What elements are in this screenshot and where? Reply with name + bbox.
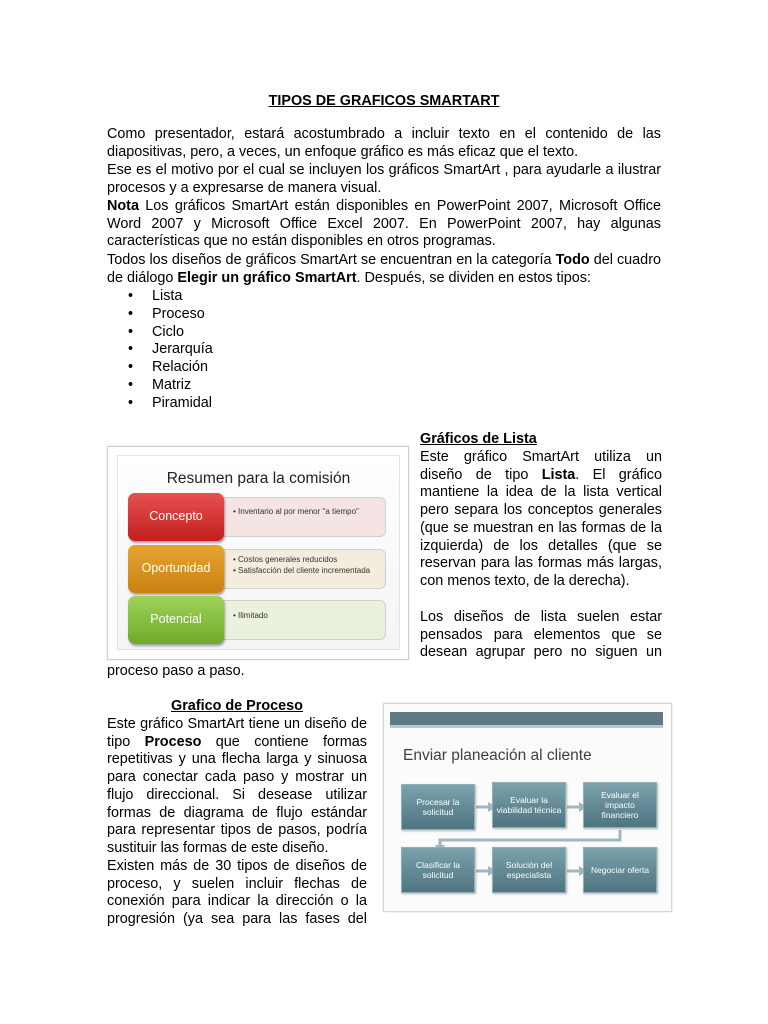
lista-detail-box	[220, 600, 386, 640]
lista-paragraph-1	[420, 449, 662, 591]
intro-paragraph-2	[107, 162, 661, 197]
proceso-paragraph-2	[107, 858, 367, 929]
lista-row-potencial	[128, 596, 395, 644]
proceso-heading-text: Grafico de Proceso	[171, 698, 303, 714]
lista-p2-end: proceso paso a paso.	[107, 663, 245, 679]
list-item: • Matriz	[107, 377, 213, 395]
lista-label-box: Potencial	[128, 596, 224, 644]
lista-row-concepto	[128, 493, 395, 541]
list-item: • Relación	[107, 359, 213, 377]
page-title: TIPOS DE GRAFICOS SMARTART	[268, 93, 500, 109]
proceso-p1-bold: Proceso	[144, 733, 202, 750]
list-item: • Lista	[107, 288, 213, 306]
list-item: • Piramidal	[107, 395, 213, 413]
detail-item: • Satisfacción del cliente incrementada	[233, 565, 385, 576]
p4-bold-todo: Todo	[555, 252, 590, 268]
lista-figure-canvas	[117, 455, 400, 650]
types-list	[107, 288, 213, 413]
intro-nota-paragraph	[107, 198, 661, 251]
process-step: Procesar la solicitud	[401, 784, 475, 830]
lista-label-box: Concepto	[128, 493, 224, 541]
lista-heading	[420, 431, 662, 449]
p4-text-a: Todos los diseños de gráficos SmartArt se encuentran en la categoría	[107, 252, 556, 268]
proceso-p1-a: Este gráfico SmartArt tiene un diseño de tipo	[107, 716, 367, 750]
intro-paragraph-4	[107, 252, 661, 287]
intro-text-1: Como presentador, estará acostumbrado a incluir texto en el contenido de las diapositivas, pero, a veces, un enfoque gráfico es más eficaz que el texto.	[107, 126, 661, 160]
lista-smartart-figure	[107, 446, 409, 660]
intro-paragraph-1	[107, 126, 661, 161]
p4-text-e: . Después, se dividen en estos tipos:	[356, 269, 591, 286]
p4-text-c: del cuadro de diálogo	[107, 252, 661, 286]
lista-p1-c: . El gráfico mantiene la idea de la lista vertical pero separa los conceptos generales (que se muestran en las formas de la izquierda) de los detalles (que se reservan para las formas más largas, con menos texto, de la derecha).	[420, 466, 662, 589]
lista-detail-box	[220, 549, 386, 589]
detail-item: • Ilimitado	[233, 610, 385, 621]
intro-text-2: Ese es el motivo por el cual se incluyen los gráficos SmartArt , para ayudarle a ilustrar procesos y a expresarse de manera visual.	[107, 162, 661, 196]
nota-label: Nota	[107, 198, 139, 214]
lista-figure-title: Resumen para la comisión	[166, 470, 351, 487]
proceso-smartart-figure	[383, 703, 672, 912]
process-step: Negociar oferta	[583, 847, 657, 893]
lista-heading-text: Gráficos de Lista	[420, 431, 537, 447]
lista-detail-box	[220, 497, 386, 537]
process-step: Clasificar la solicitud	[401, 847, 475, 893]
list-item: • Proceso	[107, 306, 213, 324]
detail-item: • Costos generales reducidos	[233, 554, 385, 565]
nota-text: Los gráficos SmartArt están disponibles en PowerPoint 2007, Microsoft Office Word 2007 y Microsoft Office Excel 2007. En PowerPoint 2007, hay algunas características que no están disponibles en otros programas.	[107, 198, 661, 250]
lista-p1-bold: Lista	[541, 466, 576, 483]
lista-p2: Los diseños de lista suelen estar pensados para elementos que se desean agrupar pero no siguen un	[420, 609, 662, 661]
detail-item: • Inventario al por menor "a tiempo"	[233, 506, 385, 517]
proceso-paragraph-1	[107, 716, 367, 858]
proceso-figure-title: Enviar planeación al cliente	[403, 747, 592, 764]
process-step: Solución del especialista	[492, 847, 566, 893]
lista-paragraph-2	[420, 609, 662, 662]
process-step: Evaluar el impacto financiero	[583, 782, 657, 828]
process-step: Evaluar la viabilidad técnica	[492, 782, 566, 828]
list-item: • Jerarquía	[107, 341, 213, 359]
proceso-p1-c: que contiene formas repetitivas y una flecha larga y sinuosa para conectar cada paso y mostrar un flujo direccional. Si desease utilizar formas de diagrama de flujo estándar para representar tipos de pasos, podría sustituir las formas de este diseño.	[107, 733, 367, 856]
proceso-p2: Existen más de 30 tipos de diseños de proceso, y suelen incluir flechas de conexión para indicar la dirección o la progresión (ya sea para las fases del	[107, 858, 367, 928]
lista-label-box: Oportunidad	[128, 545, 224, 593]
list-item: • Ciclo	[107, 324, 213, 342]
lista-row-oportunidad	[128, 545, 395, 593]
lista-p1-a: Este gráfico SmartArt utiliza un diseño de tipo	[420, 449, 662, 483]
proceso-heading	[107, 698, 367, 716]
p4-bold-elegir: Elegir un gráfico SmartArt	[177, 269, 357, 286]
lista-paragraph-2-end	[107, 663, 661, 681]
